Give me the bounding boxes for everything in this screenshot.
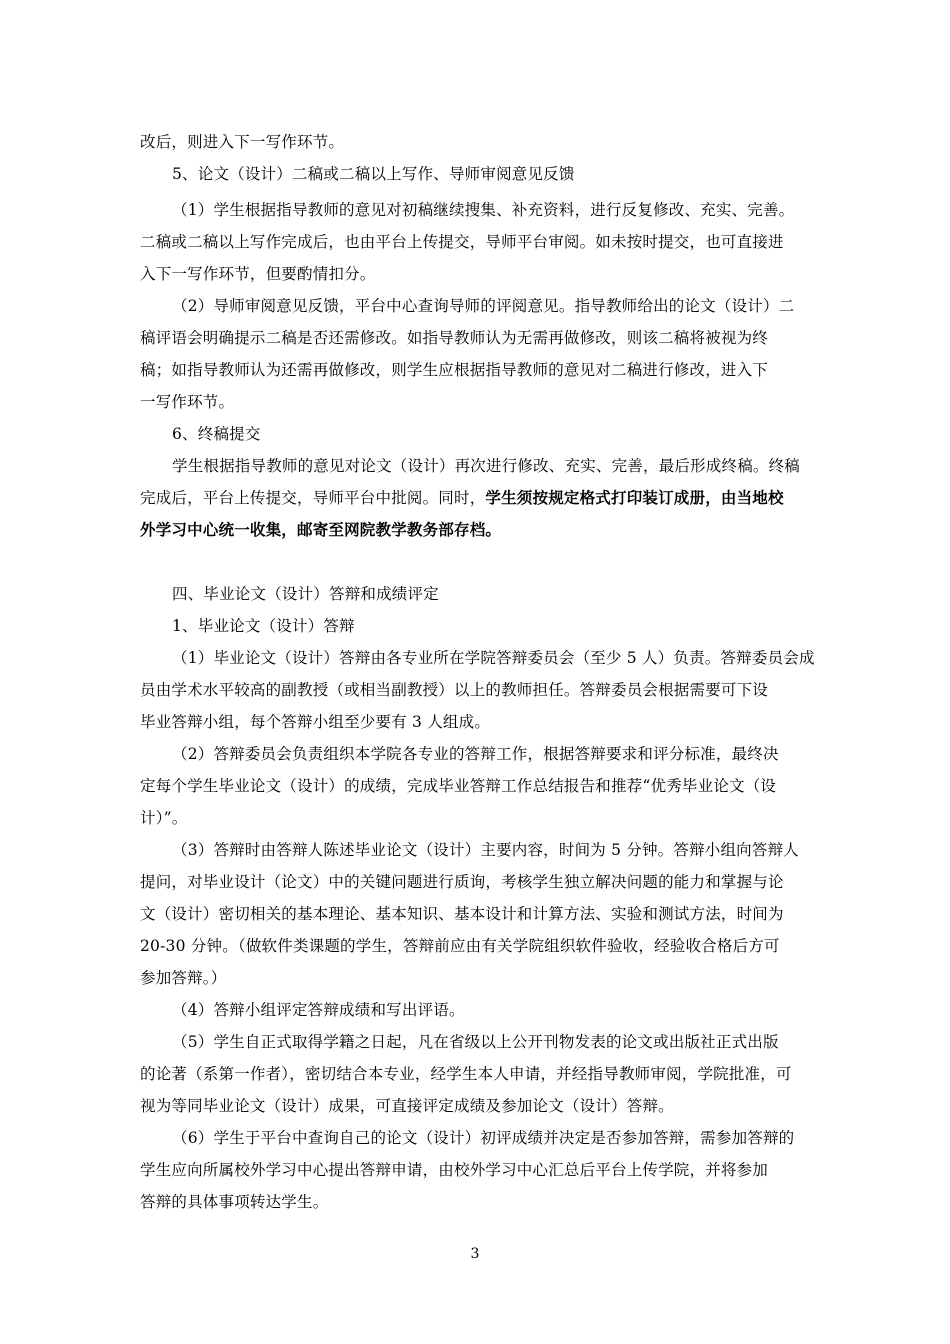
text-line: 稿评语会明确提示二稿是否还需修改。如指导教师认为无需再做修改，则该二稿将被视为终: [140, 329, 769, 347]
text-line: （4）答辩小组评定答辩成绩和写出评语。: [172, 1001, 465, 1019]
text-line: 答辩的具体事项转达学生。: [140, 1193, 329, 1211]
text-line: 入下一写作环节，但要酌情扣分。: [140, 265, 376, 283]
text-line: 学生根据指导教师的意见对论文（设计）再次进行修改、充实、完善，最后形成终稿。终稿: [172, 457, 801, 475]
page-number: 3: [470, 1246, 480, 1262]
text-line: （6）学生于平台中查询自己的论文（设计）初评成绩并决定是否参加答辩，需参加答辩的: [172, 1129, 795, 1147]
bold-text-line: 外学习中心统一收集，邮寄至网院教学教务部存档。: [140, 520, 502, 539]
text-line: （2）答辩委员会负责组织本学院各专业的答辩工作，根据答辩要求和评分标准，最终决: [172, 745, 779, 763]
text-line: （1）学生根据指导教师的意见对初稿继续搜集、补充资料，进行反复修改、充实、完善。: [172, 201, 795, 219]
text-line: （1）毕业论文（设计）答辩由各专业所在学院答辩委员会（至少 5 人）负责。答辩委员会成: [172, 649, 815, 667]
text-line: 的论著（系第一作者），密切结合本专业，经学生本人申请，并经指导教师审阅，学院批准，可: [140, 1065, 792, 1083]
text-line: 计）”。: [140, 809, 188, 827]
text-line: 二稿或二稿以上写作完成后，也由平台上传提交，导师平台审阅。如未按时提交，也可直接进: [140, 233, 784, 251]
text-line: 改后，则进入下一写作环节。: [140, 133, 345, 151]
text-line: 员由学术水平较高的副教授（或相当副教授）以上的教师担任。答辩委员会根据需要可下设: [140, 681, 769, 699]
text-line: （3）答辩时由答辩人陈述毕业论文（设计）主要内容，时间为 5 分钟。答辩小组向答辩人: [172, 841, 799, 859]
text-line: 毕业答辩小组，每个答辩小组至少要有 3 人组成。: [140, 713, 491, 731]
text-line: （2）导师审阅意见反馈，平台中心查询导师的评阅意见。指导教师给出的论文（设计）二: [172, 297, 795, 315]
text-segment: 完成后，平台上传提交，导师平台中批阅。同时，: [140, 489, 486, 507]
text-line: 稿；如指导教师认为还需再做修改，则学生应根据指导教师的意见对二稿进行修改，进入下: [140, 361, 769, 379]
text-line: 20-30 分钟。（做软件类课题的学生，答辩前应由有关学院组织软件验收，经验收合格后方可: [140, 937, 780, 955]
chapter-heading-4: 四、毕业论文（设计）答辩和成绩评定: [172, 585, 439, 603]
section-heading-1: 1、毕业论文（设计）答辩: [172, 617, 355, 635]
bold-text-segment: 学生须按规定格式打印装订成册，由当地校: [485, 488, 784, 507]
text-line: 提问，对毕业设计（论文）中的关键问题进行质询，考核学生独立解决问题的能力和掌握与论: [140, 873, 784, 891]
text-line: （5）学生自正式取得学籍之日起，凡在省级以上公开刊物发表的论文或出版社正式出版: [172, 1033, 779, 1051]
text-line: 定每个学生毕业论文（设计）的成绩，完成毕业答辩工作总结报告和推荐“优秀毕业论文（设: [140, 777, 777, 795]
text-line-mixed: [140, 487, 820, 509]
section-heading-6: 6、终稿提交: [172, 425, 261, 443]
text-line: 一写作环节。: [140, 393, 235, 411]
text-line: 文（设计）密切相关的基本理论、基本知识、基本设计和计算方法、实验和测试方法，时间为: [140, 905, 784, 923]
section-heading-5: 5、论文（设计）二稿或二稿以上写作、导师审阅意见反馈: [172, 165, 575, 183]
text-line: 视为等同毕业论文（设计）成果，可直接评定成绩及参加论文（设计）答辩。: [140, 1097, 674, 1115]
text-line: 学生应向所属校外学习中心提出答辩申请，由校外学习中心汇总后平台上传学院，并将参加: [140, 1161, 769, 1179]
text-line: 参加答辩。）: [140, 969, 227, 987]
